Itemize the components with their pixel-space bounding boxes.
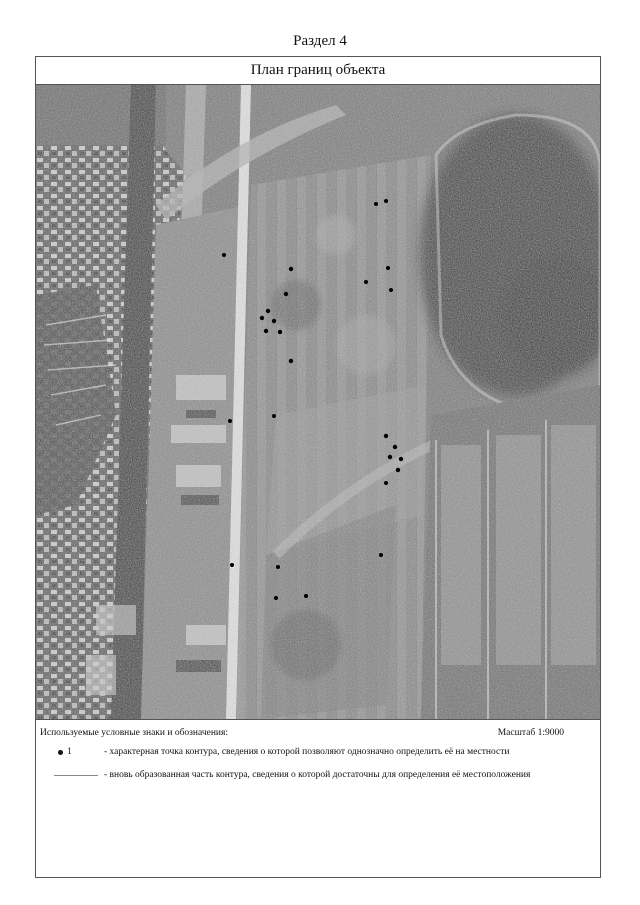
contour-point — [272, 319, 276, 323]
legend-area — [36, 719, 600, 877]
legend-point-number: 1 — [67, 747, 72, 757]
contour-point — [264, 329, 268, 333]
section-title: Раздел 4 — [293, 33, 347, 49]
contour-point — [230, 563, 234, 567]
aerial-map — [36, 85, 600, 719]
contour-point — [374, 202, 378, 206]
contour-point — [289, 267, 293, 271]
legend-point-text: - характерная точка контура, сведения о которой позволяют однозначно определить её на местности — [104, 747, 510, 757]
contour-point — [399, 457, 403, 461]
contour-point — [384, 199, 388, 203]
legend-heading: Используемые условные знаки и обозначения: — [40, 728, 229, 738]
legend-contour-text: - вновь образованная часть контура, сведения о которой достаточны для определения её местоположения — [104, 770, 531, 780]
contour-point — [389, 288, 393, 292]
contour-point — [289, 359, 293, 363]
contour-point — [364, 280, 368, 284]
plan-title: План границ объекта — [36, 57, 600, 85]
map-scale: Масштаб 1:9000 — [497, 728, 564, 738]
contour-point — [266, 309, 270, 313]
contour-point — [384, 434, 388, 438]
contour-point — [304, 594, 308, 598]
aerial-photo — [36, 85, 600, 719]
dot-icon — [58, 750, 63, 755]
contour-point — [228, 419, 232, 423]
contour-point — [274, 596, 278, 600]
contour-point — [222, 253, 226, 257]
contour-point — [272, 414, 276, 418]
contour-point — [379, 553, 383, 557]
contour-point — [384, 481, 388, 485]
contour-point — [276, 565, 280, 569]
contour-point — [386, 266, 390, 270]
contour-point — [260, 316, 264, 320]
contour-point — [388, 455, 392, 459]
contour-point — [284, 292, 288, 296]
contour-point — [396, 468, 400, 472]
contour-point — [278, 330, 282, 334]
document-frame — [35, 56, 601, 878]
contour-point — [393, 445, 397, 449]
thin-line-icon — [54, 775, 98, 776]
